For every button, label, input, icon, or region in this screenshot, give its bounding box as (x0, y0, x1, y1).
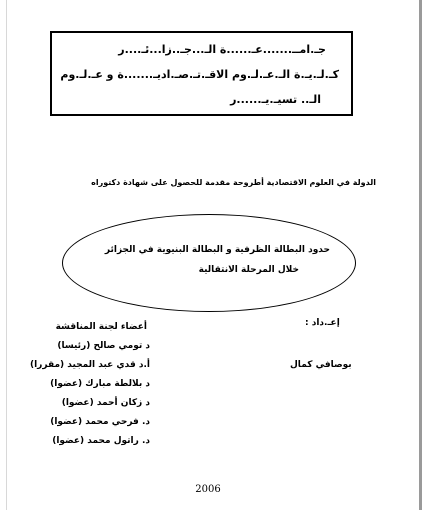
thesis-title-ellipse (62, 214, 356, 312)
year: 2006 (195, 484, 221, 495)
prepared-by-label: إعـ.داد : (305, 318, 340, 328)
committee-member: د زكان أحمد (عضوا) (61, 398, 150, 408)
university-header-box (50, 31, 353, 116)
committee-member: أ.د قدي عبد المجيد (مقررا) (29, 360, 150, 370)
university-name: جـ.امــ.......عـ......ة الـ...جـ..زا...ئـ....ر (118, 43, 326, 56)
faculty-name: كـ.لـ.يـ.ة الـ.عـ.لـ.وم الاقـ.تـ.صـ.اديـ.......ة و عـ.لـ.وم (60, 68, 339, 81)
committee-member: د. فرحي محمد (عضوا) (50, 417, 150, 427)
committee-member: د تومي صالح (رئيسا) (57, 341, 150, 351)
committee-member: د. راتول محمد (عضوا) (52, 436, 150, 446)
committee-member: د بلالطة مبارك (عضوا) (50, 379, 150, 389)
thesis-title-line-2: خلال المرحلة الانتقالية (198, 265, 299, 275)
degree-statement: الدولة في العلوم الاقتصادية أطروحة مقدمة للحصول على شهادة دكتوراه (91, 178, 376, 187)
faculty-name-continued: الـ.. تسيـ.يـ......ر (230, 93, 321, 106)
committee-title: أعضاء لجنة المناقشة (55, 322, 147, 332)
thesis-title-line-1: حدود البطالة الظرفية و البطالة البنيوية في الجزائر (104, 245, 330, 255)
author-name: بوصافي كمال (290, 360, 352, 370)
